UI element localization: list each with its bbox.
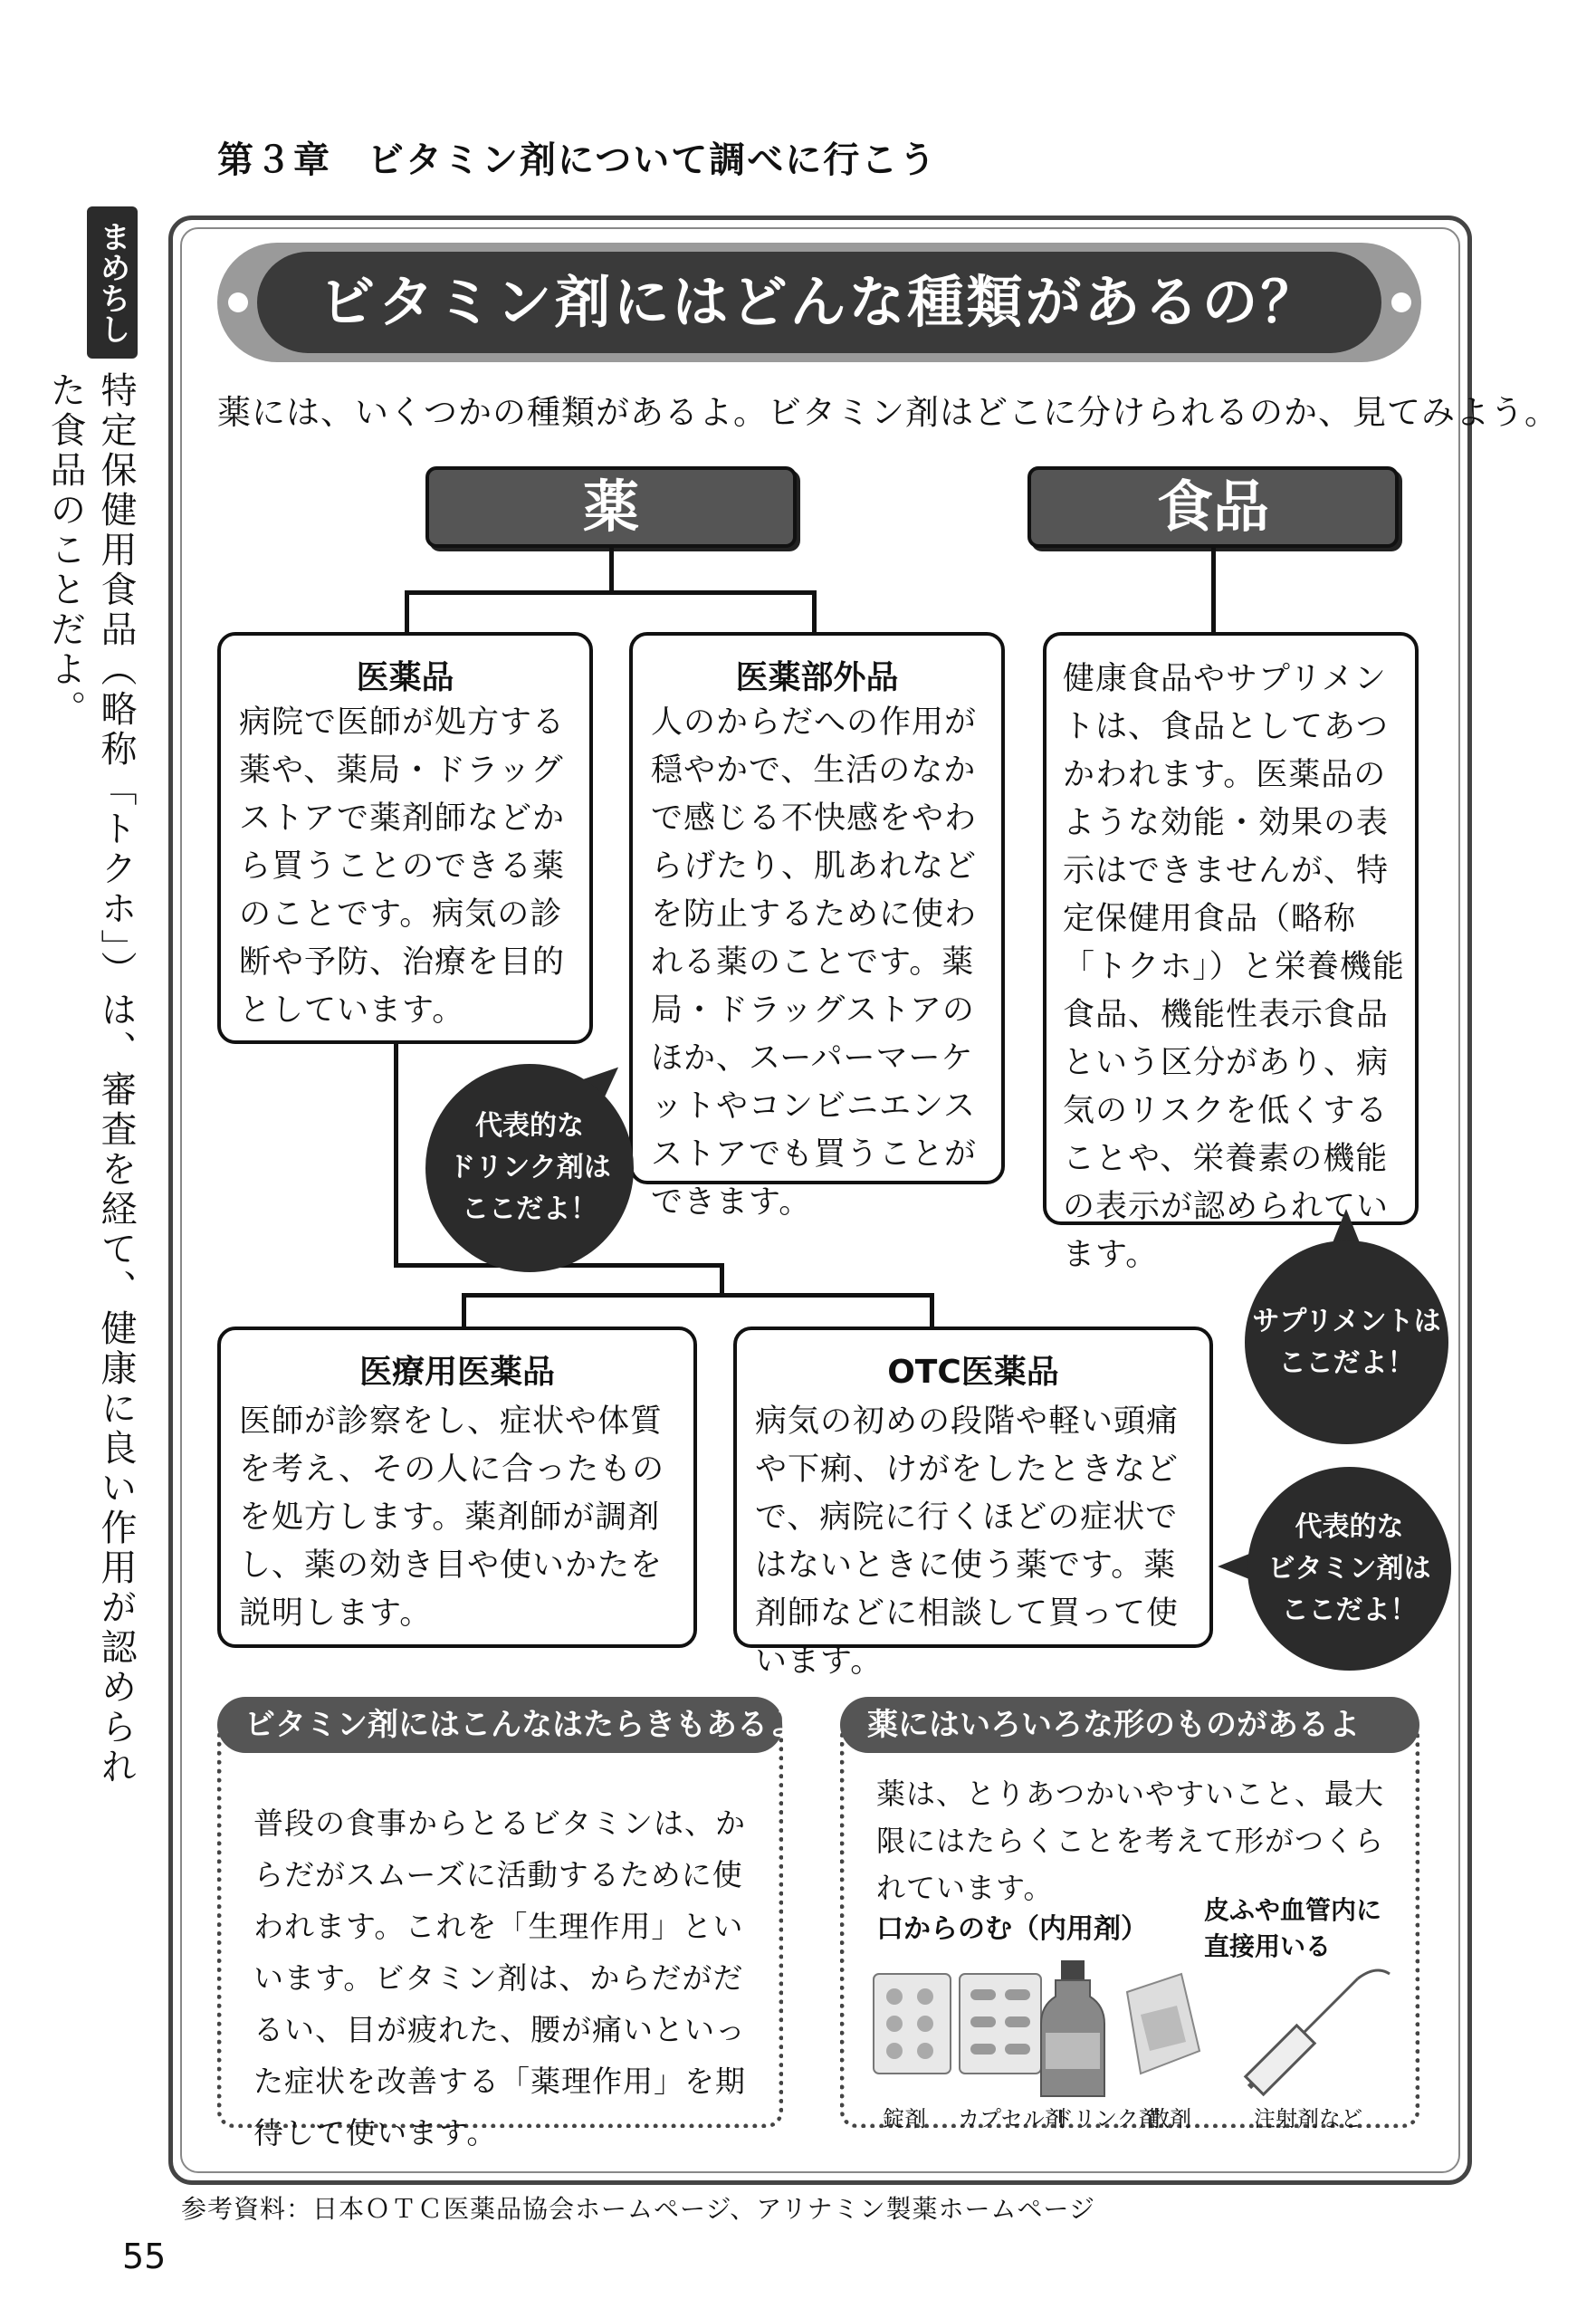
box-title: OTC医薬品 <box>887 1354 1059 1391</box>
connector <box>462 1293 466 1329</box>
form-label: ドリンク剤 <box>1052 2106 1161 2131</box>
side-trivia-text: 特定保健用食品（略称「トクホ」）は、審査を経て、健康に良い作用が認められた食品のことだよ。 <box>44 371 137 1787</box>
box-title: 医療用医薬品 <box>358 1354 555 1391</box>
section-banner: ビタミン剤にはどんな種類があるの？ <box>257 252 1381 353</box>
box-iyakubugaihin <box>629 632 1005 1221</box>
side-tab-label: まめちしき <box>87 206 138 359</box>
bubble-drink: 代表的な ドリンク剤は ここだよ！ <box>425 1064 634 1272</box>
box-iyakuhin <box>217 632 593 1044</box>
reference-text: 参考資料：日本ＯＴＣ医薬品協会ホームページ、アリナミン製薬ホームページ <box>181 2194 1095 2224</box>
form-label: 散剤 <box>1148 2106 1191 2131</box>
info-head-right: 薬にはいろいろな形のものがあるよ <box>840 1697 1419 1753</box>
tablet-icon <box>874 1974 951 2074</box>
connector <box>609 548 614 593</box>
form-label: カプセル剤 <box>958 2106 1066 2131</box>
connector <box>930 1293 934 1329</box>
bubble-supplement: サプリメントは ここだよ！ <box>1245 1240 1448 1444</box>
box-title: 医薬部外品 <box>735 659 899 696</box>
category-drug: 薬 <box>425 466 797 548</box>
form-label: 注射剤など <box>1254 2106 1362 2131</box>
info-body-right: 薬は、とりあつかいやすいこと、最大限にはたらくことを考えて形がつくられています。 <box>876 1777 1385 1905</box>
label-oral: 口からのむ（内用剤） <box>876 1913 1148 1945</box>
connector <box>1211 548 1216 634</box>
drink-bottle-icon <box>1041 1960 1104 2096</box>
powder-packet-icon <box>1127 1974 1199 2074</box>
connector <box>405 590 409 634</box>
syringe-icon <box>1246 1970 1390 2094</box>
box-iryoyo <box>217 1327 697 1648</box>
info-head-left: ビタミン剤にはこんなはたらきもあるよ <box>217 1697 783 1753</box>
box-body: 健康食品やサプリメントは、食品としてあつかわれます。医薬品のような効能・効果の表示はできませんが、特定保健用食品（略称「トクホ」）と栄養機能食品、機能性表示食品という区分があり、病気のリスクを低くすることや、栄養素の機能の表示が認められています。 <box>1063 661 1405 1273</box>
chapter-label: 第３章 <box>217 139 331 181</box>
form-label: 錠剤 <box>883 2106 926 2131</box>
box-body: 人のからだへの作用が穏やかで、生活のなかで感じる不快感をやわらげたり、肌あれなどを防止するために使われる薬のことです。薬局・ドラッグストアのほか、スーパーマーケットやコンビニエンスストアでも買うことができます。 <box>651 704 978 1221</box>
connector <box>394 1041 398 1266</box>
banner-dot-left <box>228 292 248 312</box>
info-body-left: 普段の食事からとるビタミンは、からだがスムーズに活動するために使われます。これを「生理作用」といいます。ビタミン剤は、からだがだるい、目が疲れた、腰が痛いといった症状を改善する「薬理作用」を期待して使います。 <box>253 1806 746 2150</box>
box-food <box>1043 632 1419 1273</box>
medicine-illustrations <box>869 1960 1403 2105</box>
connector <box>405 590 817 595</box>
connector <box>812 590 817 634</box>
connector <box>720 1263 724 1297</box>
chapter-heading <box>217 131 937 183</box>
bubble-vitamin: 代表的な ビタミン剤は ここだよ！ <box>1247 1467 1451 1671</box>
box-body: 病院で医師が処方する薬や、薬局・ドラッグストアで薬剤師などから買うことのできる薬のことです。病気の診断や予防、治療を目的としています。 <box>239 704 566 1029</box>
box-body: 病気の初めの段階や軽い頭痛や下痢、けがをしたときなどで、病院に行くほどの症状ではないときに使う薬です。薬剤師などに相談して買って使います。 <box>755 1403 1180 1680</box>
label-injection: 皮ふや血管内に直接用いる <box>1204 1895 1382 1961</box>
category-food: 食品 <box>1027 466 1399 548</box>
capsule-icon <box>960 1974 1041 2074</box>
box-body: 医師が診察をし、症状や体質を考え、その人に合ったものを処方します。薬剤師が調剤し、薬の効き目や使いかたを説明します。 <box>239 1403 665 1632</box>
page-number: 55 <box>122 2237 167 2276</box>
intro-text: 薬には、いくつかの種類があるよ。ビタミン剤はどこに分けられるのか、見てみよう。 <box>217 393 1559 432</box>
box-otc <box>733 1327 1213 1680</box>
connector <box>462 1293 934 1298</box>
chapter-title: ビタミン剤について調べに行こう <box>368 139 938 181</box>
banner-dot-right <box>1391 292 1411 312</box>
box-title: 医薬品 <box>356 659 454 696</box>
